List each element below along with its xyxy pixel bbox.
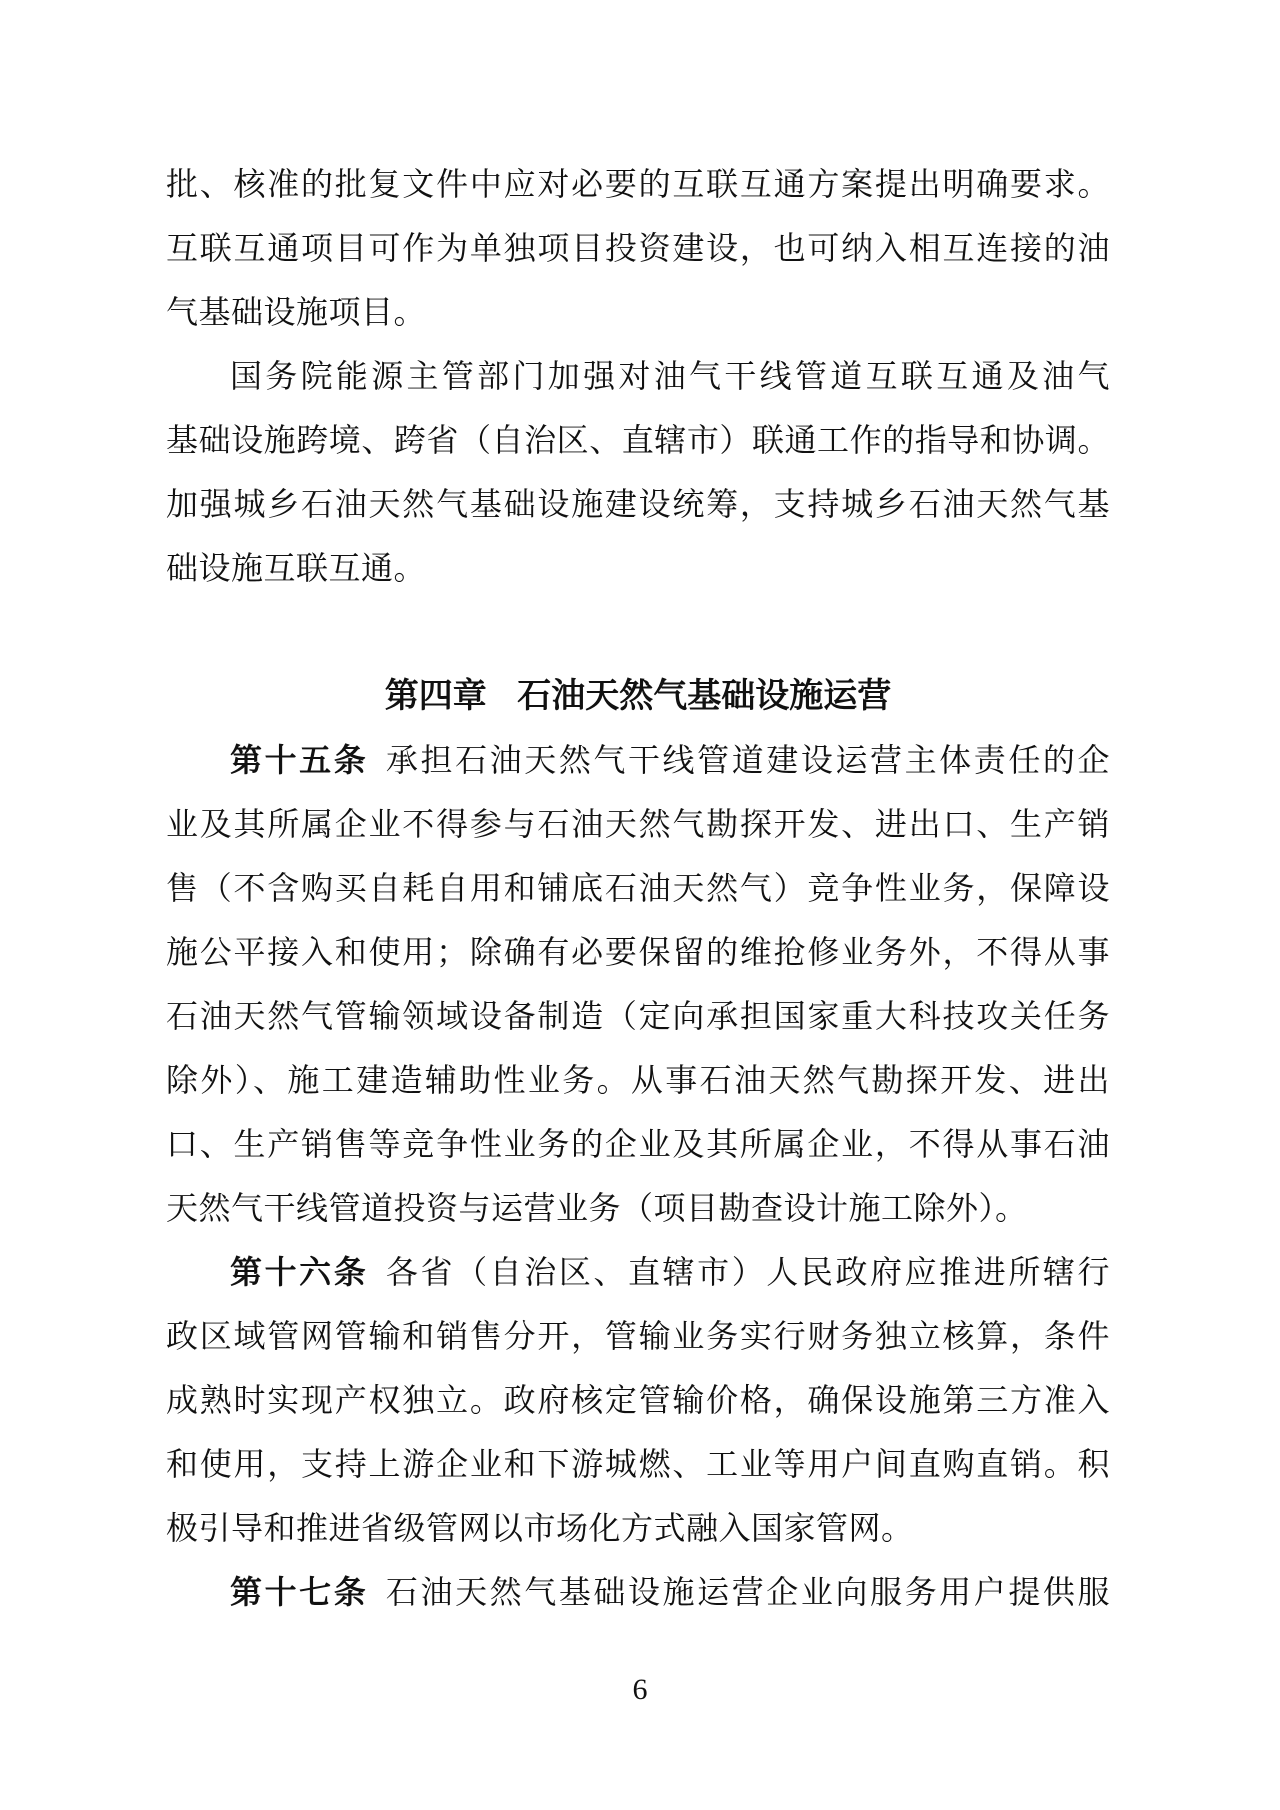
paragraph-article-15 xyxy=(166,728,1110,1240)
paragraph xyxy=(166,152,1110,344)
text-line xyxy=(166,1560,1110,1624)
text-line: 除外）、施工建造辅助性业务。从事石油天然气勘探开发、进出 xyxy=(166,1062,1110,1098)
article-text: 各省（自治区、直辖市）人民政府应推进所辖行 xyxy=(385,1254,1110,1290)
chapter-title: 石油天然气基础设施运营 xyxy=(517,677,892,715)
text-line: 批、核准的批复文件中应对必要的互联互通方案提出明确要求。 xyxy=(166,166,1110,202)
text-line: 互联互通项目可作为单独项目投资建设，也可纳入相互连接的油 xyxy=(166,230,1110,266)
text-line: 施公平接入和使用；除确有必要保留的维抢修业务外，不得从事 xyxy=(166,934,1110,970)
text-line: 和使用，支持上游企业和下游城燃、工业等用户间直购直销。积 xyxy=(166,1446,1110,1482)
chapter-heading xyxy=(166,664,1110,728)
text-line: 政区域管网管输和销售分开，管输业务实行财务独立核算，条件 xyxy=(166,1318,1110,1354)
chapter-number: 第四章 xyxy=(384,677,487,715)
paragraph-article-17 xyxy=(166,1560,1110,1624)
text-line: 极引导和推进省级管网以市场化方式融入国家管网。 xyxy=(166,1510,914,1546)
document-body xyxy=(166,152,1110,1624)
text-line: 气基础设施项目。 xyxy=(166,294,427,330)
article-number: 第十六条 xyxy=(230,1254,369,1290)
text-line: 础设施互联互通。 xyxy=(166,550,427,586)
article-text: 承担石油天然气干线管道建设运营主体责任的企 xyxy=(385,742,1110,778)
article-number: 第十五条 xyxy=(230,742,369,778)
text-line: 加强城乡石油天然气基础设施建设统筹，支持城乡石油天然气基 xyxy=(166,486,1110,522)
text-line: 售（不含购买自耗自用和铺底石油天然气）竞争性业务，保障设 xyxy=(166,870,1110,906)
article-text: 石油天然气基础设施运营企业向服务用户提供服 xyxy=(385,1574,1110,1610)
text-line: 口、生产销售等竞争性业务的企业及其所属企业，不得从事石油 xyxy=(166,1126,1110,1162)
text-line xyxy=(166,728,1110,792)
text-line: 基础设施跨境、跨省（自治区、直辖市）联通工作的指导和协调。 xyxy=(166,422,1110,458)
text-line: 成熟时实现产权独立。政府核定管输价格，确保设施第三方准入 xyxy=(166,1382,1110,1418)
article-number: 第十七条 xyxy=(230,1574,369,1610)
text-line xyxy=(166,1240,1110,1304)
text-line: 天然气干线管道投资与运营业务（项目勘查设计施工除外）。 xyxy=(166,1190,1028,1226)
paragraph xyxy=(166,344,1110,600)
text-line: 业及其所属企业不得参与石油天然气勘探开发、进出口、生产销 xyxy=(166,806,1110,842)
page-number: 6 xyxy=(632,1673,648,1706)
text-line: 国务院能源主管部门加强对油气干线管道互联互通及油气 xyxy=(230,358,1110,394)
paragraph-article-16 xyxy=(166,1240,1110,1560)
text-line: 石油天然气管输领域设备制造（定向承担国家重大科技攻关任务 xyxy=(166,998,1110,1034)
